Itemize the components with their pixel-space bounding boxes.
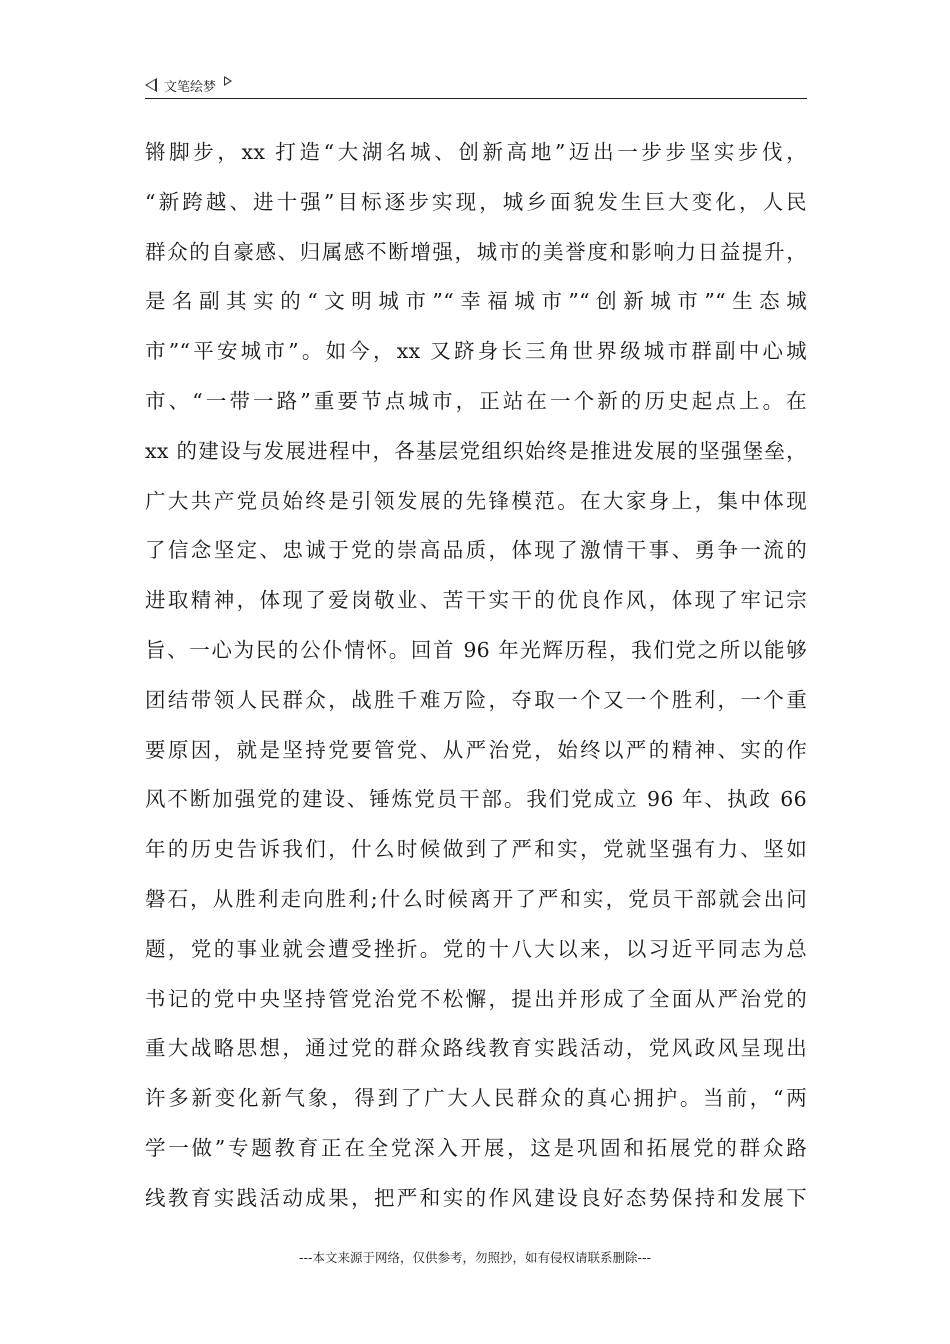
text-line: 书记的党中央坚持管党治党不松懈，提出并形成了全面从严治党的 (145, 986, 807, 1011)
text-line: 许多新变化新气象，得到了广大人民群众的真心拥护。当前，“两 (145, 1086, 807, 1111)
triangle-left-icon (145, 78, 157, 92)
text-line: 市、“一带一路”重要节点城市，正站在一个新的历史起点上。在 (145, 388, 807, 413)
text-line: 线教育实践活动成果，把严和实的作风建设良好态势保持和发展下 (145, 1185, 807, 1210)
text-line: 旨、一心为民的公仆情怀。回首 96 年光辉历程，我们党之所以能够 (145, 637, 807, 662)
header-title: 文笔绘梦 (164, 79, 217, 95)
text-line: 题，党的事业就会遭受挫折。党的十八大以来，以习近平同志为总 (145, 936, 807, 961)
text-line: 风不断加强党的建设、锤炼党员干部。我们党成立 96 年、执政 66 (145, 787, 807, 812)
text-line: 磐石，从胜利走向胜利;什么时候离开了严和实，党员干部就会出问 (145, 886, 807, 911)
text-line: 锵脚步，xx 打造“大湖名城、创新高地”迈出一步步坚实步伐， (145, 140, 807, 164)
text-line: 年的历史告诉我们，什么时候做到了严和实，党就坚强有力、坚如 (145, 837, 807, 862)
text-line: 重大战略思想，通过党的群众路线教育实践活动，党风政风呈现出 (145, 1036, 807, 1061)
text-line: 要原因，就是坚持党要管党、从严治党，始终以严的精神、实的作 (145, 737, 807, 762)
text-line: 广大共产党员始终是引领发展的先锋模范。在大家身上，集中体现 (145, 488, 807, 513)
page-header (145, 72, 807, 99)
text-line: 群众的自豪感、归属感不断增强，城市的美誉度和影响力日益提升， (145, 239, 807, 264)
text-line: 了信念坚定、忠诚于党的崇高品质，体现了激情干事、勇争一流的 (145, 538, 807, 563)
text-line: 学一做”专题教育正在全党深入开展，这是巩固和拓展党的群众路 (145, 1135, 807, 1160)
page-footer: ---本文来源于网络，仅供参考，勿照抄，如有侵权请联系删除--- (298, 1250, 652, 1265)
text-line: 市”“平安城市”。如今，xx 又跻身长三角世界级城市群副中心城 (145, 339, 807, 364)
text-line: 是名副其实的“文明城市”“幸福城市”“创新城市”“生态城 (145, 289, 807, 314)
text-line: “新跨越、进十强”目标逐步实现，城乡面貌发生巨大变化，人民 (145, 189, 807, 214)
text-line: 团结带领人民群众，战胜千难万险，夺取一个又一个胜利，一个重 (145, 687, 807, 712)
document-body (145, 128, 807, 1224)
text-line: 进取精神，体现了爱岗敬业、苦干实干的优良作风，体现了牢记宗 (145, 588, 807, 613)
text-line: xx 的建设与发展进程中，各基层党组织始终是推进发展的坚强堡垒， (145, 438, 807, 463)
triangle-right-icon (224, 76, 232, 86)
